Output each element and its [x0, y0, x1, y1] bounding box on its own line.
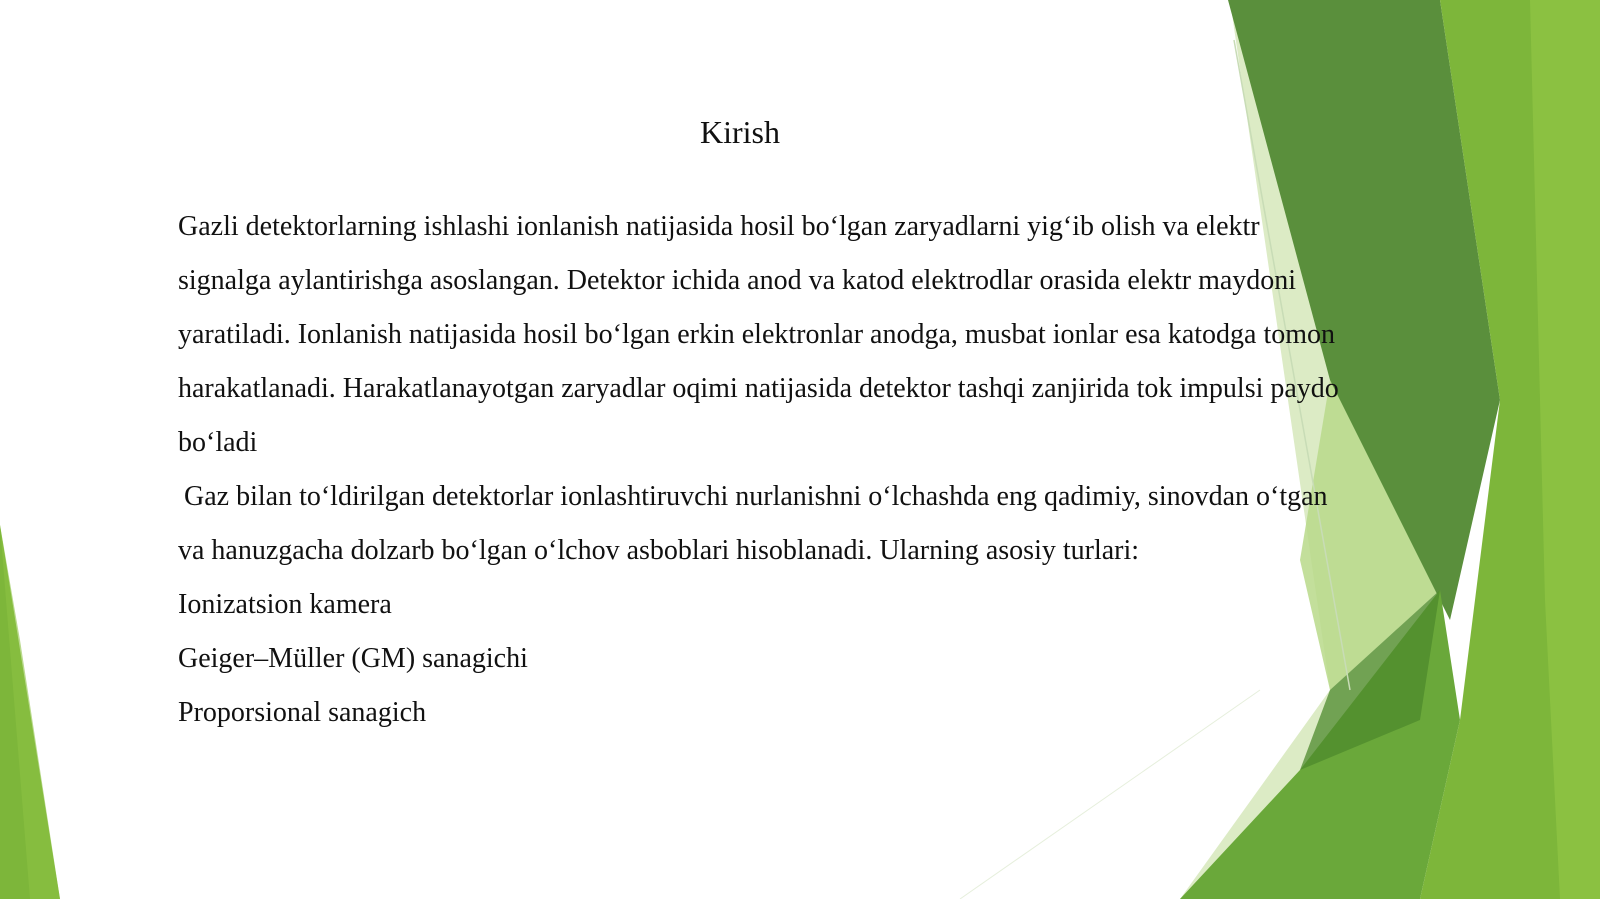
list-item: Ionizatsion kamera	[178, 589, 392, 620]
slide-title: Kirish	[700, 114, 780, 150]
paragraph-intro: Gazli detektorlarning ishlashi ionlanish natijasida hosil bo‘lgan zaryadlarni yig‘ib olish va elektr signalga aylantirishga asoslangan. Detektor ichida anod va katod elektrodlar orasida elektr maydoni yaratiladi. Ionlanish natijasida hosil bo‘lgan erkin elektronlar anodga, musbat ionlar esa katodga tomon harakatlanadi. Harakatlanayotgan zaryadlar oqimi natijasida detektor tashqi zanjirida tok impulsi paydo bo‘ladi	[178, 211, 1339, 458]
list-item: Geiger–Müller (GM) sanagichi	[178, 643, 528, 674]
slide-body	[178, 200, 1358, 740]
paragraph-types: Gaz bilan to‘ldirilgan detektorlar ionlashtiruvchi nurlanishni o‘lchashda eng qadimiy, sinovdan o‘tgan va hanuzgacha dolzarb bo‘lgan o‘lchov asboblari hisoblanadi. Ularning asosiy turlari:	[178, 481, 1328, 566]
list-item: Proporsional sanagich	[178, 697, 427, 728]
